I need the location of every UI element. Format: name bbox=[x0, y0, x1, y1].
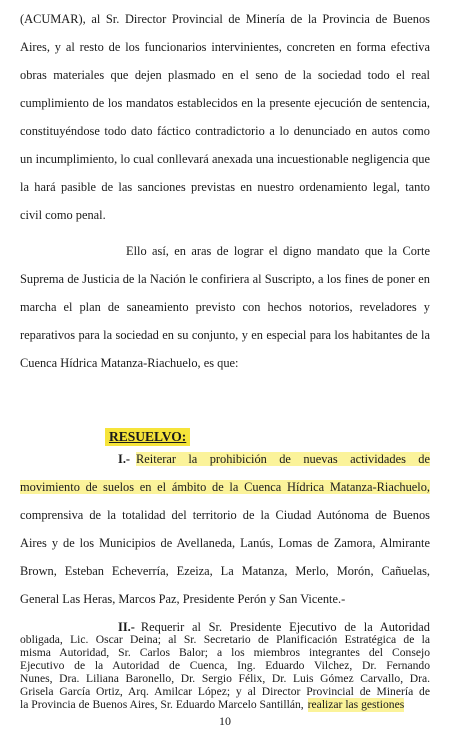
body-line: (ACUMAR), al Sr. Director Provincial de Minería de la Provincia de Buenos bbox=[20, 12, 430, 26]
body-line: civil como penal. bbox=[20, 208, 106, 222]
item-2-highlight: realizar las gestiones bbox=[307, 698, 405, 711]
resuelvo-heading: RESUELVO: bbox=[105, 428, 190, 446]
body-line: Aires, y al resto de los funcionarios intervinientes, concreten en forma efectiva bbox=[20, 40, 430, 54]
body-line: constituyéndose todo dato fáctico contradictorio a lo denunciado en autos como bbox=[20, 124, 430, 138]
body-line: cumplimiento de los mandatos establecidos en la presente ejecución de sentencia, bbox=[20, 96, 430, 110]
body-line: Ello así, en aras de lograr el digno mandato que la Corte bbox=[126, 244, 430, 258]
item-2-text: Requerir al Sr. Presidente Ejecutivo de la Autoridad bbox=[140, 620, 430, 634]
item-2-line: misma Autoridad, Sr. Carlos Balor; a los miembros integrantes del Consejo bbox=[20, 646, 430, 659]
item-1-line: Brown, Esteban Echeverría, Ezeiza, La Matanza, Merlo, Morón, Cañuelas, bbox=[20, 564, 430, 578]
body-line: Suprema de Justicia de la Nación le confiriera al Suscripto, a los fines de poner en bbox=[20, 272, 430, 286]
body-line: la hará pasible de las sanciones previstas en nuestro ordenamiento legal, tanto bbox=[20, 180, 430, 194]
item-2-first-line bbox=[118, 620, 430, 634]
item-2-number: II.- bbox=[118, 620, 135, 634]
body-line: reparativos para la sociedad en su conjunto, y en especial para los habitantes de la bbox=[20, 328, 430, 342]
item-1-line: General Las Heras, Marcos Paz, Presidente Perón y San Vicente.- bbox=[20, 592, 346, 606]
item-1-first-line bbox=[118, 452, 430, 466]
page-number: 10 bbox=[219, 714, 231, 728]
item-1-line-text: movimiento de suelos en el ámbito de la Cuenca Hídrica Matanza-Riachuelo, bbox=[20, 480, 430, 494]
item-1-line bbox=[20, 480, 430, 494]
item-2-line: Ejecutivo de la Autoridad de Cuenca, Ing. Eduardo Vilchez, Dr. Fernando bbox=[20, 659, 430, 672]
body-line: Cuenca Hídrica Matanza-Riachuelo, es que: bbox=[20, 356, 239, 370]
body-line: marcha el plan de saneamiento previsto con hechos notorios, reveladores y bbox=[20, 300, 430, 314]
item-1-text: Reiterar la prohibición de nuevas actividades de bbox=[136, 452, 430, 466]
item-2-line-text: la Provincia de Buenos Aires, Sr. Eduardo Marcelo Santillán, bbox=[20, 698, 304, 711]
item-2-line: Nunes, Dra. Liliana Baronello, Dr. Sergio Félix, Dr. Luis Gómez Carvallo, Dra. bbox=[20, 672, 430, 685]
item-2-line: Grisela García Ortiz, Arq. Amilcar López; y al Director Provincial de Minería de bbox=[20, 685, 430, 698]
body-line: obras materiales que dejen plasmado en el seno de la sociedad todo el real bbox=[20, 68, 430, 82]
item-1-line: Aires y de los Municipios de Avellaneda, Lanús, Lomas de Zamora, Almirante bbox=[20, 536, 430, 550]
item-2-line bbox=[20, 698, 430, 712]
item-1-number: I.- bbox=[118, 452, 131, 466]
item-1-line: comprensiva de la totalidad del territorio de la Ciudad Autónoma de Buenos bbox=[20, 508, 430, 522]
body-line: un incumplimiento, lo cual conllevará anexada una incuestionable negligencia que bbox=[20, 152, 430, 166]
item-2-line: obligada, Lic. Oscar Deina; al Sr. Secretario de Planificación Estratégica de la bbox=[20, 633, 430, 646]
